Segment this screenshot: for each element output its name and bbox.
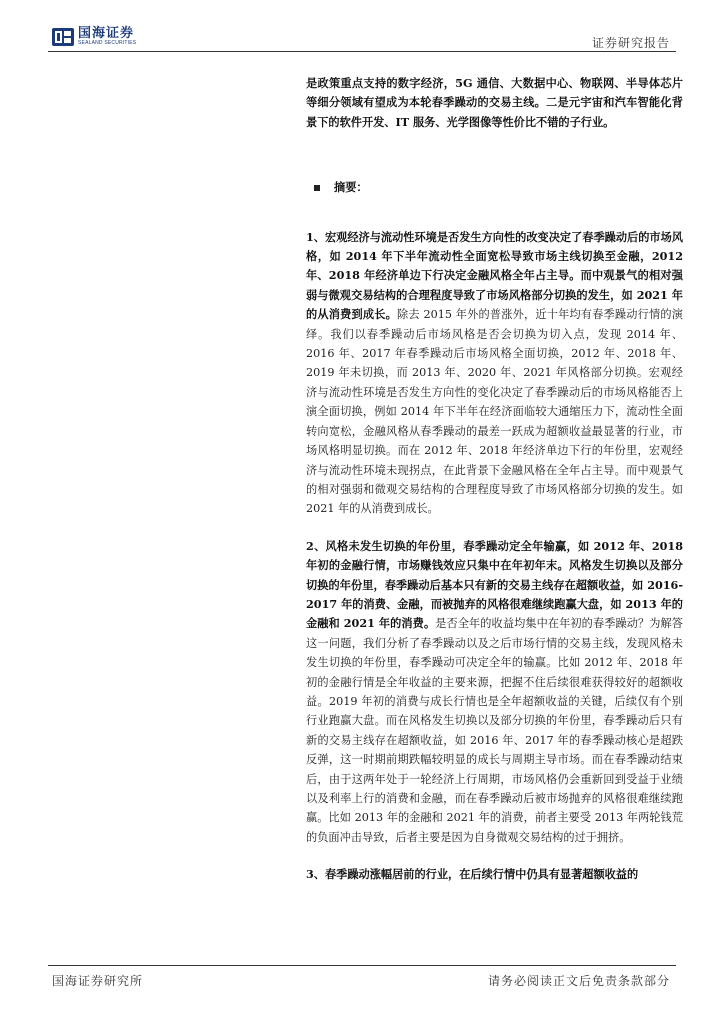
company-logo — [52, 27, 136, 46]
page-header — [0, 0, 724, 52]
sealand-logo-icon — [52, 28, 74, 46]
summary-point-1-body: 除去 2015 年外的普涨外，近十年均有春季躁动行情的演绎。我们以春季躁动后市场风格是否会切换为切入点，发现 2014 年、2016 年、2017 年春季躁动后市场风格全面切换，2012 年、2018 年、2019 年未切换，而 2013 年、2020 年、2021 年风格部分切换。宏观经济与流动性环境是否发生方向性的变化决定了春季躁动后的市场风格能否上演全面切换，例如 2014 年下半年在经济面临较大通缩压力下，流动性全面转向宽松，金融风格从春季躁动的最差一跃成为超额收益最显著的行业，市场风格明显切换。而在 2012 年、2018 年经济单边下行的年份里，宏观经济与流动性环境未现拐点，在此背景下金融风格在全年占主导。而中观景气的相对强弱和微观交易结构的合理程度导致了市场风格部分切换的发生。如 2021 年的从消费到成长。 — [306, 308, 683, 516]
footer-institute: 国海证券研究所 — [52, 974, 144, 988]
summary-point-3-lead: 3、春季躁动涨幅居前的行业，在后续行情中仍具有显著超额收益的 — [306, 867, 639, 882]
summary-point-2-body: 是否全年的收益均集中在年初的春季躁动？为解答这一问题，我们分析了春季躁动以及之后市场行情的交易主线，发现风格未发生切换的年份里，春季躁动可决定全年的输赢。比如 2012 年、2018 年初的金融行情是全年收益的主要来源，把握不住后续很难获得较好的超额收益。2019 年初的消费与成长行情也是全年超额收益的关键，后续仅有个别行业跑赢大盘。而在风格发生切换以及部分切换的年份里，春季躁动后只有新的交易主线存在超额收益，如 2016 年、2017 年的春季躁动核心是超跌反弹，这一时期前期跌幅较明显的成长与周期主导市场。而在春季躁动结束后，由于这两年处于一轮经济上行周期，市场风格仍会重新回到受益于业绩以及利率上行的消费和金融，而在春季躁动后被市场抛弃的风格很难继续跑赢。比如 2013 年的金融和 2021 年的消费，前者主要受 2013 年两轮钱荒的负面冲击导致，后者主要是因为自身微观交易结构的过于拥挤。 — [306, 617, 683, 844]
summary-point-2-lead: 2、风格未发生切换的年份里，春季躁动定全年输赢，如 2012 年、2018 年初的金融行情，市场赚钱效应只集中在年初年末。风格发生切换以及部分切换的年份里，春季躁动后基本只有新的交易主线存在超额收益，如 2016-2017 年的消费、金融，而被抛弃的风格很难继续跑赢大盘，如 2013 年的金融和 2021 年的消费。 — [306, 538, 683, 631]
intro-paragraph: 是政策重点支持的数字经济，5G 通信、大数据中心、物联网、半导体芯片等细分领域有望成为本轮春季躁动的交易主线。二是元宇宙和汽车智能化背景下的软件开发、IT 服务、光学图像等性价比不错的子行业。 — [306, 76, 683, 129]
summary-point-1-lead: 1、宏观经济与流动性环境是否发生方向性的改变决定了春季躁动后的市场风格，如 2014 年下半年流动性全面宽松导致市场主线切换至金融，2012 年、2018 年经济单边下行决定金融风格全年占主导。而中观景气的相对强弱与微观交易结构的合理程度导致了市场风格部分切换的发生，如 2021 年的从消费到成长。 — [306, 229, 683, 322]
header-divider — [48, 51, 676, 52]
report-body — [306, 74, 683, 885]
square-bullet-icon — [314, 185, 320, 191]
logo-english-name: SEALAND SECURITIES — [78, 40, 137, 46]
report-type-title: 证券研究报告 — [591, 36, 670, 50]
summary-point-2 — [306, 537, 683, 848]
logo-chinese-name: 国海证券 — [78, 26, 135, 41]
footer-divider — [48, 965, 676, 966]
footer-disclaimer-note: 请务必阅读正文后免责条款部分 — [487, 974, 670, 988]
summary-heading — [306, 178, 683, 197]
summary-label: 摘要： — [334, 180, 368, 195]
summary-point-1 — [306, 228, 683, 519]
